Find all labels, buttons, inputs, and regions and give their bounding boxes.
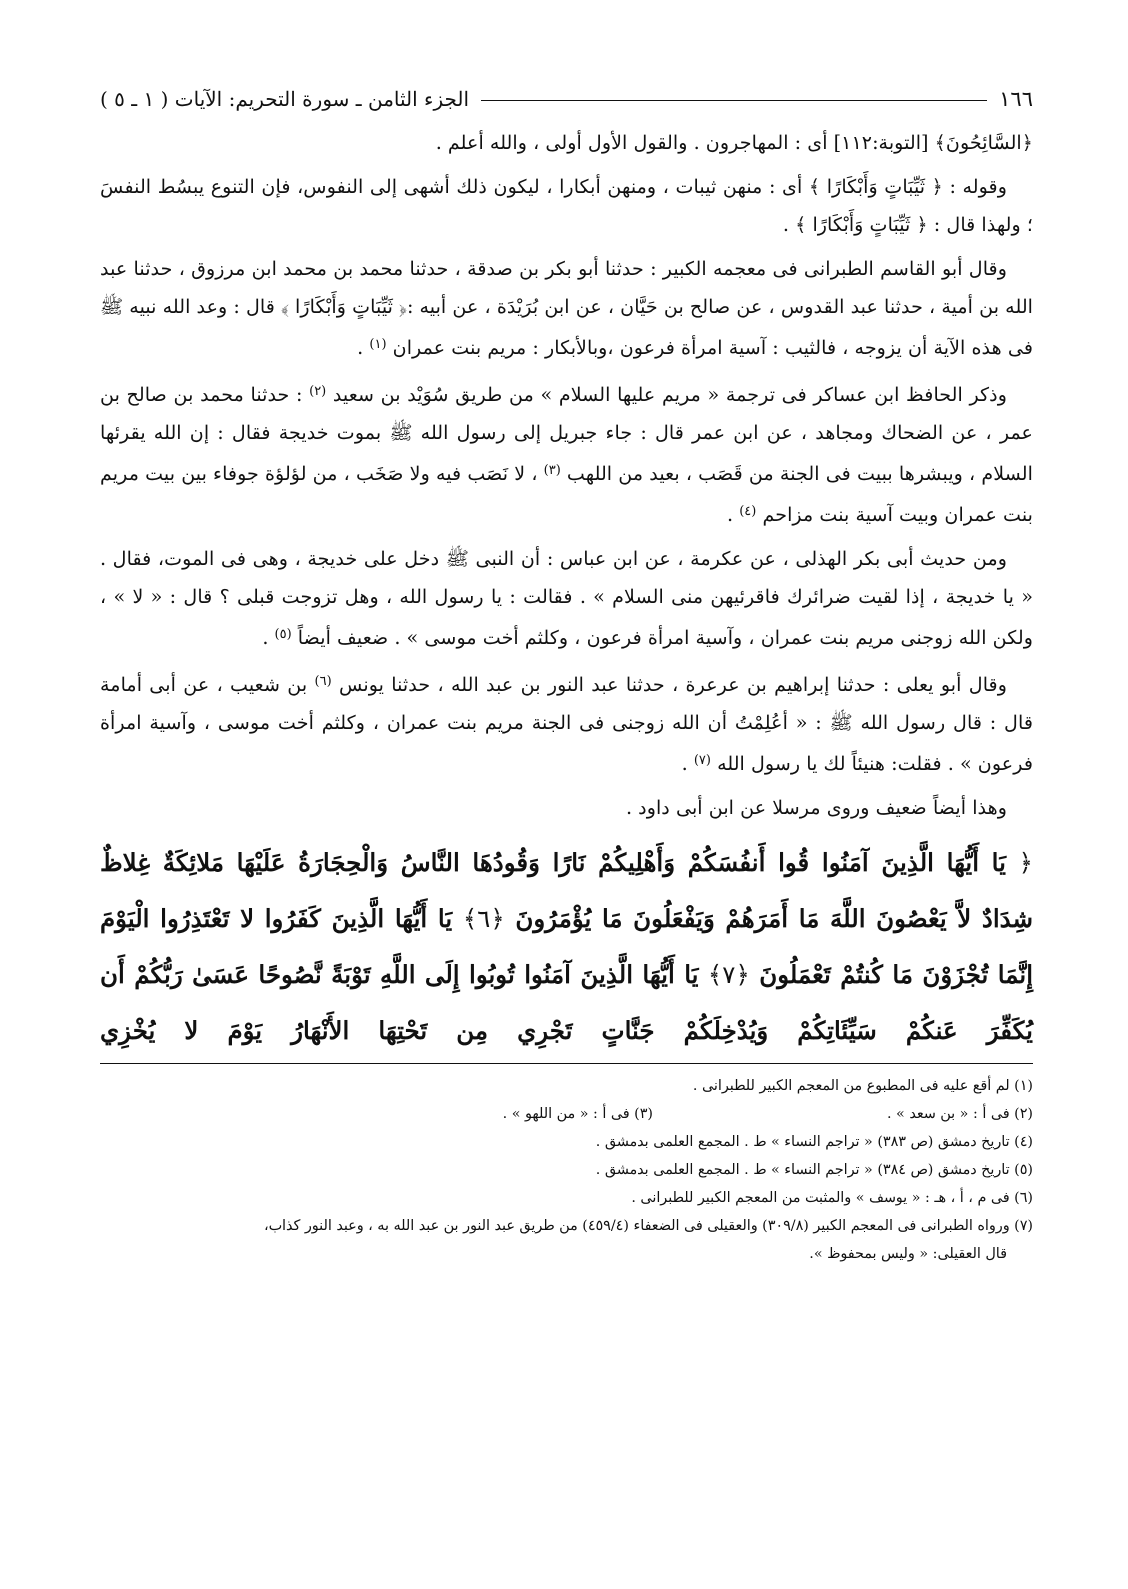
quran-verses <box>100 835 1033 1059</box>
footnote-ref: (٥) <box>274 627 292 642</box>
footnote-ref: (٣) <box>543 463 561 478</box>
footnote-row <box>100 1100 1033 1128</box>
footnote-6: (٦) فى م ، أ ، هـ : « يوسف » والمثبت من المعجم الكبير للطبرانى . <box>631 1190 1033 1206</box>
footnote-ref: (٧) <box>693 753 711 768</box>
footnote-3: (٣) فى أ : « من اللهو » . <box>502 1106 653 1122</box>
footnote-separator <box>100 1063 1033 1064</box>
header-rule <box>481 100 987 101</box>
ayah-number-marker: ﴿٦﴾ <box>462 904 505 933</box>
paragraph: ﴿السَّائِحُونَ﴾ [التوبة:١١٢] أى : المهاجرون . والقول الأول أولى ، والله أعلم . <box>435 131 1033 154</box>
paragraph: وقوله : ﴿ ثَيِّبَاتٍ وَأَبْكَارًا ﴾ أى : منهن ثيبات ، ومنهن أبكارا ، ليكون ذلك أشهى إلى النفوس، فإن التنوع يبسُط النفسَ ؛ ولهذا قال : ﴿ ثَيِّبَاتٍ وَأَبْكَارًا ﴾ . <box>100 175 1033 236</box>
footnote-ref: (٦) <box>314 674 332 689</box>
footnote-7-continued: قال العقيلى: « وليس بمحفوظ ». <box>809 1246 1007 1262</box>
footnote-ref: (١) <box>369 337 387 352</box>
footnote-1: (١) لم أقع عليه فى المطبوع من المعجم الكبير للطبرانى . <box>692 1078 1033 1094</box>
running-title: الجزء الثامن ـ سورة التحريم: الآيات ( ١ ـ ٥ ) <box>100 87 470 111</box>
page-number: ١٦٦ <box>999 87 1033 111</box>
paragraph: وقال أبو يعلى : حدثنا إبراهيم بن عرعرة ، حدثنا عبد النور بن عبد الله ، حدثنا يونس $^{(٦)}$ بن شعيب ، عن أبى أمامة قال : قال رسول الله ﷺ : « أعُلِمْتُ أن الله زوجنى فى الجنة مريم بنت عمران ، وكلثم أخت موسى ، وآسية امرأة فرعون » . فقلت: هنيئاً لك يا رسول الله $^{(٧)}$ . <box>100 673 1033 775</box>
paragraph: وهذا أيضاً ضعيف وروى مرسلا عن ابن أبى داود . <box>625 796 1007 819</box>
footnote-ref: (٤) <box>739 504 757 519</box>
footnote-7: (٧) ورواه الطبرانى فى المعجم الكبير (٣٠٩/٨) والعقيلى فى الضعفاء (٤٥٩/٤) من طريق عبد النور بن عبد الله به ، وعبد النور كذاب، <box>263 1218 1033 1234</box>
verse-6: يَا أَيُّهَا الَّذِينَ آمَنُوا قُوا أَنفُسَكُمْ وَأَهْلِيكُمْ نَارًا وَقُودُهَا النَّاسُ وَالْحِجَارَةُ عَلَيْهَا مَلائِكَةٌ غِلاظٌ شِدَادٌ لاَّ يَعْصُونَ اللَّهَ مَا أَمَرَهُمْ وَيَفْعَلُونَ مَا يُؤْمَرُونَ <box>100 848 1034 933</box>
verse-8: يَا أَيُّهَا الَّذِينَ آمَنُوا تُوبُوا إِلَى اللَّهِ تَوْبَةً نَّصُوحًا عَسَىٰ رَبُّكُمْ أَن يُكَفِّرَ عَنكُمْ سَيِّئَاتِكُمْ وَيُدْخِلَكُمْ جَنَّاتٍ تَجْرِي مِن تَحْتِهَا الأَنْهَارُ يَوْمَ لا يُخْزِي <box>100 960 1033 1045</box>
footnotes <box>100 1072 1033 1268</box>
paragraph: ومن حديث أبى بكر الهذلى ، عن عكرمة ، عن ابن عباس : أن النبى ﷺ دخل على خديجة ، وهى فى الموت، فقال . « يا خديجة ، إذا لقيت ضرائرك فاقرئيهن منى السلام » . فقالت : يا رسول الله ، وهل تزوجت قبلى ؟ قال : « لا » ، ولكن الله زوجنى مريم بنت عمران ، وآسية امرأة فرعون ، وكلثم أخت موسى » . ضعيف أيضاً $^{(٥)}$ . <box>100 547 1033 649</box>
verse-7: يَا أَيُّهَا الَّذِينَ كَفَرُوا لا تَعْتَذِرُوا الْيَوْمَ إِنَّمَا تُجْزَوْنَ مَا كُنتُمْ تَعْمَلُونَ <box>100 904 1034 989</box>
ayah-number-marker: ﴿٧﴾ <box>707 960 750 989</box>
footnote-2: (٢) فى أ : « بن سعد » . <box>886 1106 1033 1122</box>
footnote-ref: (٢) <box>309 384 327 399</box>
quran-open-bracket: ﴿ <box>1018 848 1033 877</box>
paragraph: وذكر الحافظ ابن عساكر فى ترجمة « مريم عليها السلام » من طريق سُوَيْد بن سعيد $^{(٢)}$ : حدثنا محمد بن صالح بن عمر ، عن الضحاك ومجاهد ، عن ابن عمر قال : جاء جبريل إلى رسول الله ﷺ بموت خديجة فقال : إن الله يقرئها السلام ، ويبشرها ببيت فى الجنة من قَصَب ، بعيد من اللهب $^{(٣)}$ ، لا نَصَب فيه ولا صَخَب ، من لؤلؤة جوفاء بين بيت مريم بنت عمران وبيت آسية بنت مزاحم $^{(٤)}$ . <box>100 383 1033 526</box>
running-header <box>100 84 1033 114</box>
footnote-4: (٤) تاريخ دمشق (ص ٣٨٣) « تراجم النساء » ط . المجمع العلمى بدمشق . <box>595 1134 1033 1150</box>
footnote-5: (٥) تاريخ دمشق (ص ٣٨٤) « تراجم النساء » ط . المجمع العلمى بدمشق . <box>595 1162 1033 1178</box>
paragraph: وقال أبو القاسم الطبرانى فى معجمه الكبير : حدثنا أبو بكر بن صدقة ، حدثنا محمد بن محمد ابن مرزوق ، حدثنا عبد الله بن أمية ، حدثنا عبد القدوس ، عن صالح بن حَيَّان ، عن ابن بُرَيْدَة ، عن أبيه :﴿ ثَيِّبَاتٍ وَأَبْكَارًا ﴾ قال : وعد الله نبيه ﷺ فى هذه الآية أن يزوجه ، فالثيب : آسية امرأة فرعون ،وبالأبكار : مريم بنت عمران $^{(١)}$ . <box>100 257 1033 359</box>
